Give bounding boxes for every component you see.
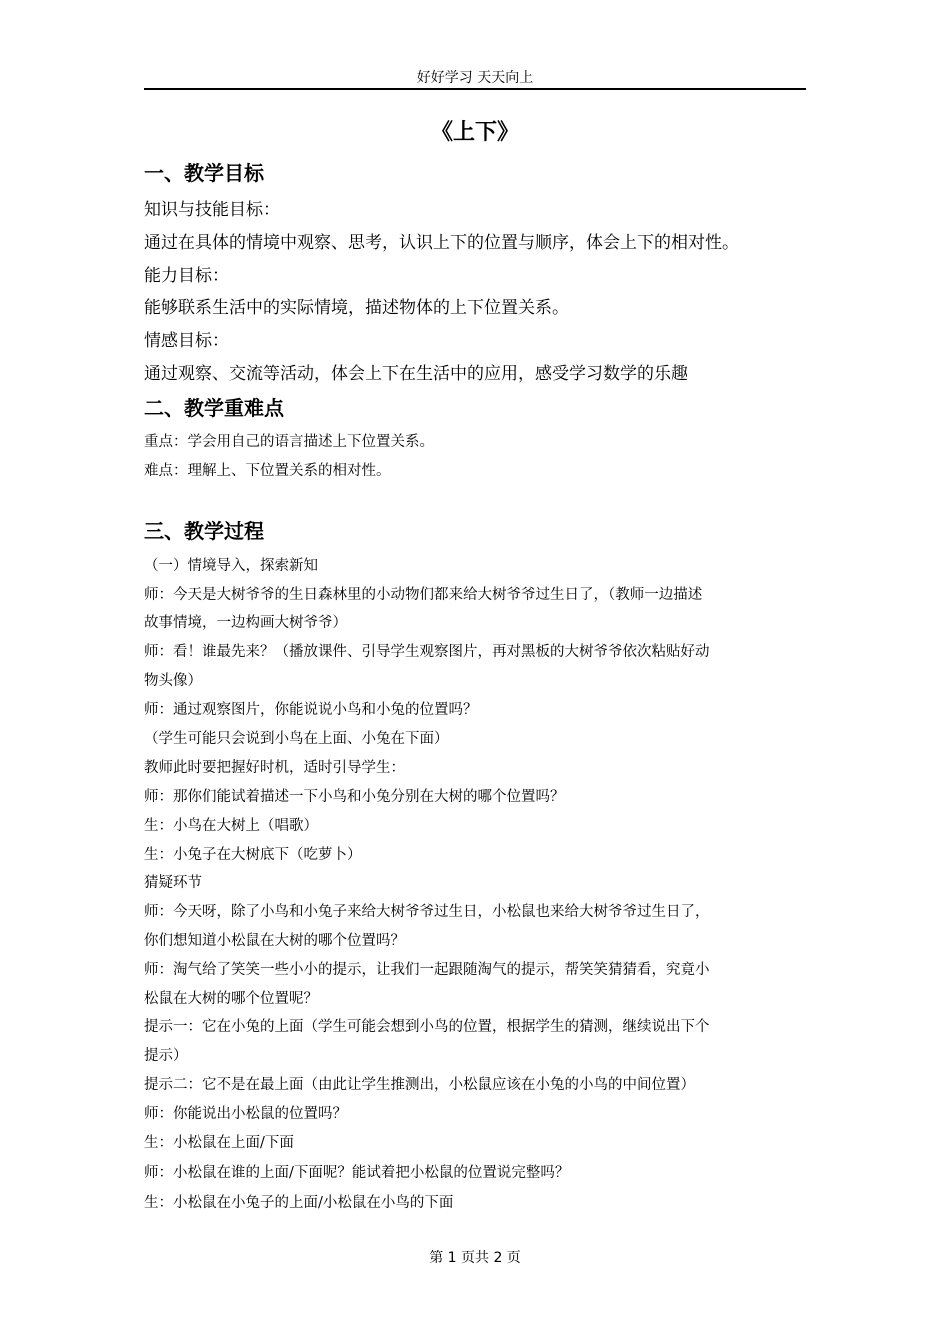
paragraph-line: （学生可能只会说到小鸟在上面、小兔在下面） xyxy=(144,731,449,747)
page-header: 好好学习 天天向上 xyxy=(416,70,534,86)
paragraph-line: （一）情境导入，探索新知 xyxy=(144,558,318,574)
paragraph-line: 知识与技能目标： xyxy=(144,200,280,220)
paragraph-line: 提示） xyxy=(144,1048,188,1064)
section-heading-key-points: 二、教学重难点 xyxy=(144,396,284,420)
section-heading-process: 三、教学过程 xyxy=(144,519,264,543)
paragraph-line: 师：今天呀，除了小鸟和小兔子来给大树爷爷过生日，小松鼠也来给大树爷爷过生日了， xyxy=(144,904,710,920)
paragraph-line: 你们想知道小松鼠在大树的哪个位置吗？ xyxy=(144,933,405,949)
paragraph-line: 生：小松鼠在小兔子的上面/小松鼠在小鸟的下面 xyxy=(144,1195,454,1211)
paragraph-line: 能力目标： xyxy=(144,266,229,286)
paragraph-line: 松鼠在大树的哪个位置呢？ xyxy=(144,991,318,1007)
paragraph-line: 师：小松鼠在谁的上面/下面呢？能试着把小松鼠的位置说完整吗？ xyxy=(144,1165,570,1181)
paragraph-line: 师：淘气给了笑笑一些小小的提示，让我们一起跟随淘气的提示，帮笑笑猜猜看，究竟小 xyxy=(144,962,710,978)
paragraph-line: 师：你能说出小松鼠的位置吗？ xyxy=(144,1106,347,1122)
paragraph-line: 师：看！谁最先来？（播放课件、引导学生观察图片，再对黑板的大树爷爷依次粘贴好动 xyxy=(144,644,710,660)
paragraph-line: 物头像） xyxy=(144,673,202,689)
paragraph-line: 故事情境，一边构画大树爷爷） xyxy=(144,615,347,631)
paragraph-line: 生：小松鼠在上面/下面 xyxy=(144,1135,294,1151)
paragraph-line: 猜疑环节 xyxy=(144,875,202,891)
document-title: 《上下》 xyxy=(430,120,519,145)
paragraph-line: 情感目标： xyxy=(144,331,229,351)
paragraph-line: 难点：理解上、下位置关系的相对性。 xyxy=(144,463,391,479)
paragraph-line: 师：那你们能试着描述一下小鸟和小兔分别在大树的哪个位置吗？ xyxy=(144,789,565,805)
paragraph-line: 师：通过观察图片，你能说说小鸟和小兔的位置吗？ xyxy=(144,702,478,718)
page-footer: 第 1 页共 2 页 xyxy=(429,1250,521,1266)
header-divider xyxy=(144,88,806,90)
paragraph-line: 师：今天是大树爷爷的生日森林里的小动物们都来给大树爷爷过生日了，（教师一边描述 xyxy=(144,587,703,603)
paragraph-line: 通过在具体的情境中观察、思考，认识上下的位置与顺序，体会上下的相对性。 xyxy=(144,233,739,253)
paragraph-line: 重点：学会用自己的语言描述上下位置关系。 xyxy=(144,434,434,450)
paragraph-line: 生：小兔子在大树底下（吃萝卜） xyxy=(144,847,362,863)
paragraph-line: 提示二：它不是在最上面（由此让学生推测出，小松鼠应该在小兔的小鸟的中间位置） xyxy=(144,1077,695,1093)
paragraph-line: 通过观察、交流等活动，体会上下在生活中的应用，感受学习数学的乐趣 xyxy=(144,364,688,384)
paragraph-line: 生：小鸟在大树上（唱歌） xyxy=(144,818,318,834)
paragraph-line: 能够联系生活中的实际情境，描述物体的上下位置关系。 xyxy=(144,298,569,318)
paragraph-line: 教师此时要把握好时机，适时引导学生： xyxy=(144,760,405,776)
paragraph-line: 提示一：它在小兔的上面（学生可能会想到小鸟的位置，根据学生的猜测，继续说出下个 xyxy=(144,1019,710,1035)
section-heading-objectives: 一、教学目标 xyxy=(144,161,264,185)
